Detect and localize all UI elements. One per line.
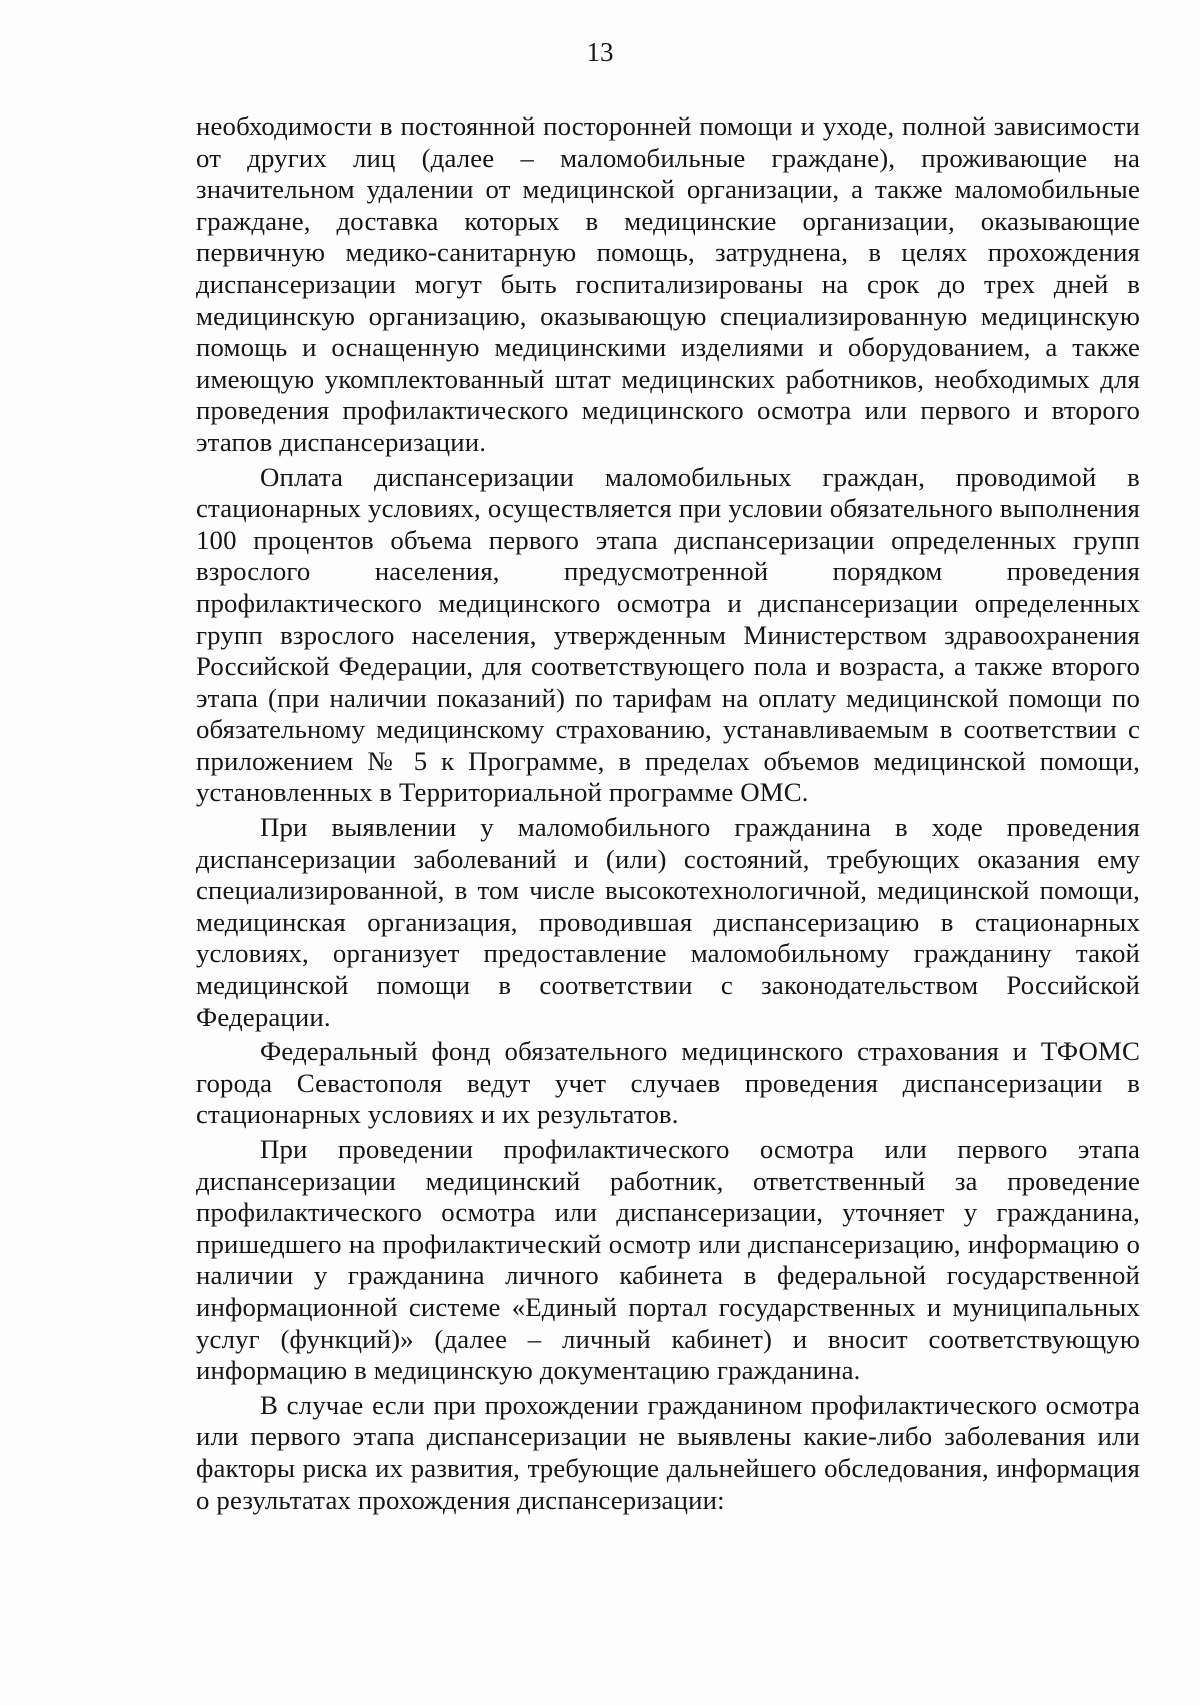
paragraph-accounting: Федеральный фонд обязательного медицинского страхования и ТФОМС города Севастополя ведут учет случаев проведения диспансеризации в стационарных условиях и их результатов. <box>196 1036 1140 1130</box>
paragraph-payment-conditions: Оплата диспансеризации маломобильных граждан, проводимой в стационарных условиях, осуществляется при условии обязательного выполнения 100 процентов объема первого этапа диспансеризации определенных групп взрослого населения, предусмотренной порядком проведения профилактического медицинского осмотра и диспансеризации определенных групп взрослого населения, утвержденным Министерством здравоохранения Российской Федерации, для соответствующего пола и возраста, а также второго этапа (при наличии показаний) по тарифам на оплату медицинской помощи по обязательному медицинскому страхованию, устанавливаемым в соответствии с приложением № 5 к Программе, в пределах объемов медицинской помощи, установленных в Территориальной программе ОМС. <box>196 461 1140 808</box>
paragraph-personal-account: При проведении профилактического осмотра или первого этапа диспансеризации медицинский работник, ответственный за проведение профилактического осмотра или диспансеризации, уточняет у гражданина, пришедшего на профилактический осмотр или диспансеризацию, информацию о наличии у гражданина личного кабинета в федеральной государственной информационной системе «Единый портал государственных и муниципальных услуг (функций)» (далее – личный кабинет) и вносит соответствующую информацию в медицинскую документацию гражданина. <box>196 1134 1140 1386</box>
paragraph-specialized-care: При выявлении у маломобильного гражданина в ходе проведения диспансеризации заболеваний и (или) состояний, требующих оказания ему специализированной, в том числе высокотехнологичной, медицинской помощи, медицинская организация, проводившая диспансеризацию в стационарных условиях, организует предоставление маломобильному гражданину такой медицинской помощи в соответствии с законодательством Российской Федерации. <box>196 812 1140 1032</box>
page-number: 13 <box>586 37 614 67</box>
document-body <box>196 111 1140 1519</box>
paragraph-results-info: В случае если при прохождении гражданином профилактического осмотра или первого этапа диспансеризации не выявлены какие-либо заболевания или факторы риска их развития, требующие дальнейшего обследования, информация о результатах прохождения диспансеризации: <box>196 1389 1140 1515</box>
paragraph-continuation: необходимости в постоянной посторонней помощи и уходе, полной зависимости от других лиц (далее – маломобильные граждане), проживающие на значительном удалении от медицинской организации, а также маломобильные граждане, доставка которых в медицинские организации, оказывающие первичную медико-санитарную помощь, затруднена, в целях прохождения диспансеризации могут быть госпитализированы на срок до трех дней в медицинскую организацию, оказывающую специализированную медицинскую помощь и оснащенную медицинскими изделиями и оборудованием, а также имеющую укомплектованный штат медицинских работников, необходимых для проведения профилактического медицинского осмотра или первого и второго этапов диспансеризации. <box>196 111 1140 457</box>
